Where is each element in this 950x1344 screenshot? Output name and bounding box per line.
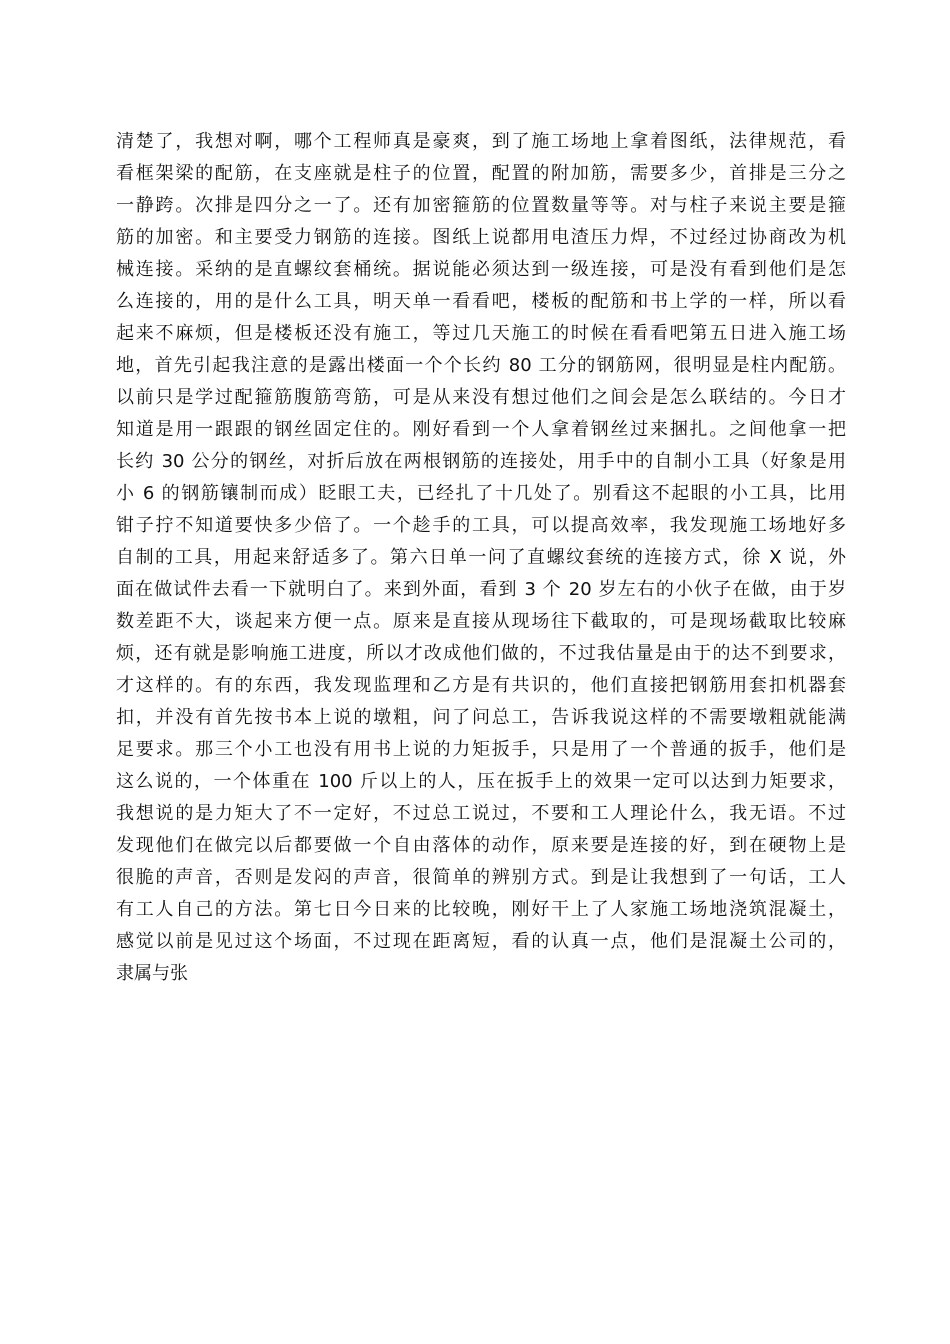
text-line: 足要求。那三个小工也没有用书上说的力矩扳手，只是用了一个普通的扳手，他们是 (116, 739, 846, 760)
body-text (116, 126, 846, 990)
text-line: 以前只是学过配箍筋腹筋弯筋，可是从来没有想过他们之间会是怎么联结的。今日才 (116, 387, 846, 408)
text-line: 我想说的是力矩大了不一定好，不过总工说过，不要和工人理论什么，我无语。不过 (116, 803, 846, 824)
text-line: 扣，并没有首先按书本上说的墩粗，问了问总工，告诉我说这样的不需要墩粗就能满 (116, 707, 846, 728)
text-line: 发现他们在做完以后都要做一个自由落体的动作，原来要是连接的好，到在硬物上是 (116, 835, 846, 856)
text-line: 地，首先引起我注意的是露出楼面一个个长约 80 工分的钢筋网，很明显是柱内配筋。 (116, 355, 846, 376)
text-line: 才这样的。有的东西，我发现监理和乙方是有共识的，他们直接把钢筋用套扣机器套 (116, 675, 846, 696)
text-line: 么连接的，用的是什么工具，明天单一看看吧，楼板的配筋和书上学的一样，所以看 (116, 291, 846, 312)
text-line: 有工人自己的方法。第七日今日来的比较晚，刚好干上了人家施工场地浇筑混凝土， (116, 899, 846, 920)
text-line-last: 隶属与张 (116, 963, 188, 984)
text-line: 这么说的，一个体重在 100 斤以上的人，压在扳手上的效果一定可以达到力矩要求， (116, 771, 846, 792)
text-line: 清楚了，我想对啊，哪个工程师真是豪爽，到了施工场地上拿着图纸，法律规范，看 (116, 131, 846, 152)
text-line: 小 6 的钢筋镶制而成）眨眼工夫，已经扎了十几处了。别看这不起眼的小工具，比用 (116, 483, 846, 504)
text-line: 知道是用一跟跟的钢丝固定住的。刚好看到一个人拿着钢丝过来捆扎。之间他拿一把 (116, 419, 846, 440)
text-line: 筋的加密。和主要受力钢筋的连接。图纸上说都用电渣压力焊，不过经过协商改为机 (116, 227, 846, 248)
text-line: 一静跨。次排是四分之一了。还有加密箍筋的位置数量等等。对与柱子来说主要是箍 (116, 195, 846, 216)
text-line: 看框架梁的配筋，在支座就是柱子的位置，配置的附加筋，需要多少，首排是三分之 (116, 163, 846, 184)
text-line: 很脆的声音，否则是发闷的声音，很简单的辨别方式。到是让我想到了一句话，工人 (116, 867, 846, 888)
text-line: 感觉以前是见过这个场面，不过现在距离短，看的认真一点，他们是混凝土公司的， (116, 931, 846, 952)
text-line: 钳子拧不知道要快多少倍了。一个趁手的工具，可以提高效率，我发现施工场地好多 (116, 515, 846, 536)
text-line: 械连接。采纳的是直螺纹套桶统。据说能必须达到一级连接，可是没有看到他们是怎 (116, 259, 846, 280)
text-line: 面在做试件去看一下就明白了。来到外面，看到 3 个 20 岁左右的小伙子在做，由于岁 (116, 579, 846, 600)
text-line: 自制的工具，用起来舒适多了。第六日单一问了直螺纹套统的连接方式，徐 X 说，外 (116, 547, 846, 568)
text-line: 长约 30 公分的钢丝，对折后放在两根钢筋的连接处，用手中的自制小工具（好象是用 (116, 451, 846, 472)
text-line: 数差距不大，谈起来方便一点。原来是直接从现场往下截取的，可是现场截取比较麻 (116, 611, 846, 632)
text-line: 起来不麻烦，但是楼板还没有施工，等过几天施工的时候在看看吧第五日进入施工场 (116, 323, 846, 344)
text-line: 烦，还有就是影响施工进度，所以才改成他们做的，不过我估量是由于的达不到要求， (116, 643, 846, 664)
